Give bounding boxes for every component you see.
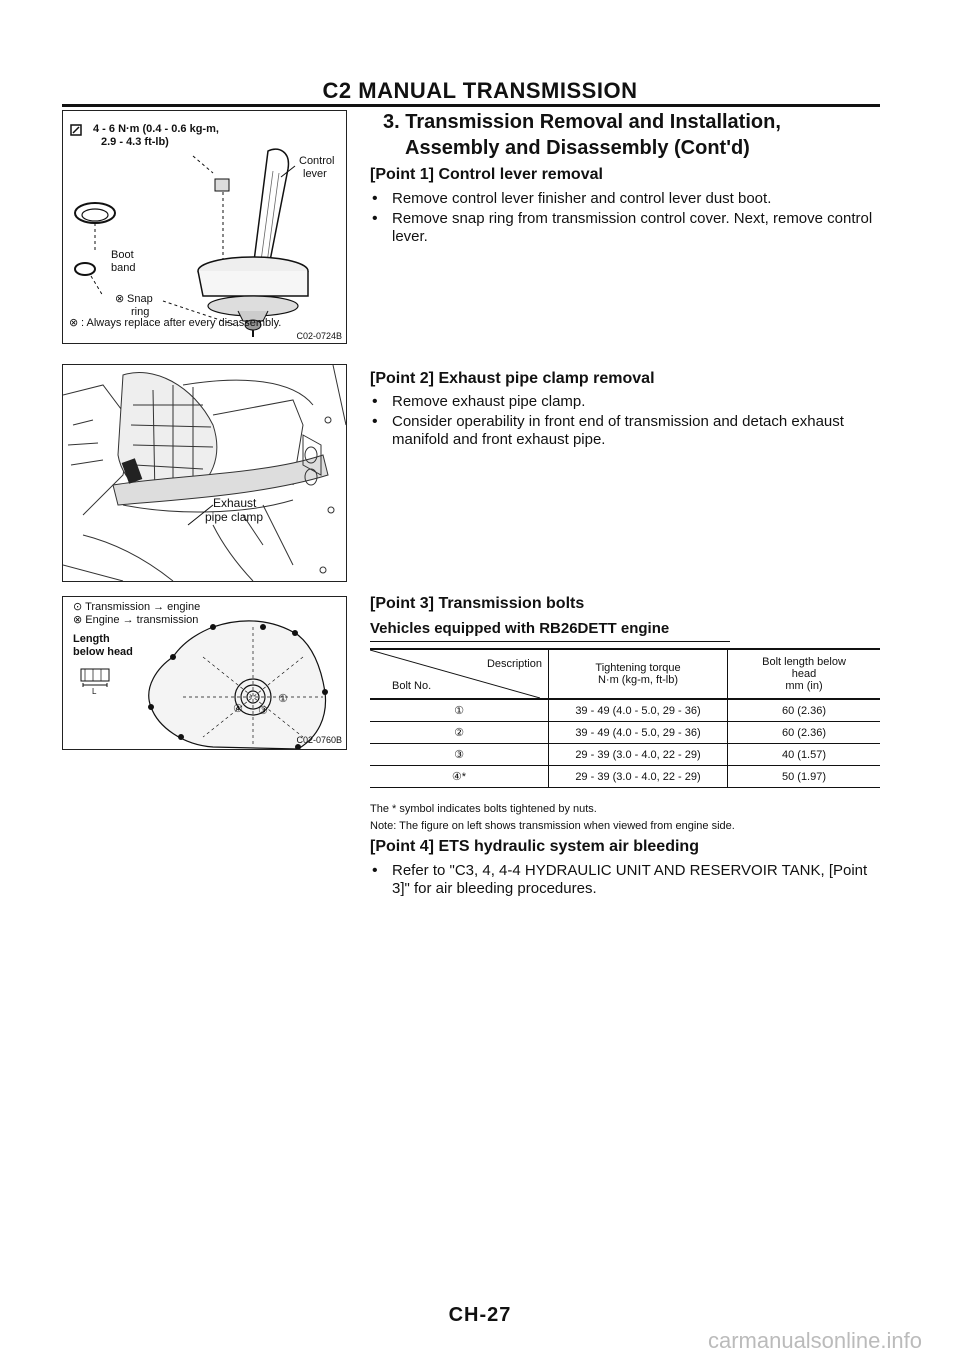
note-figure: Note: The figure on left shows transmission when viewed from engine side. [370, 820, 735, 832]
point2-list [370, 393, 882, 451]
exhaust-clamp-figure [62, 364, 347, 582]
bolt-number: ② [454, 727, 464, 739]
bolt-torque: 39 - 49 (4.0 - 5.0, 29 - 36) [549, 722, 728, 744]
bolt-number: ① [454, 705, 464, 717]
table-header-row [370, 649, 880, 699]
point4-title: [Point 4] ETS hydraulic system air bleeding [370, 838, 699, 855]
replace-icon: ⊗ [115, 293, 125, 305]
list-item: • Remove exhaust pipe clamp. [370, 393, 882, 411]
vehicles-underline [370, 641, 730, 642]
vehicles-heading: Vehicles equipped with RB26DETT engine [370, 620, 670, 637]
header-torque-line1: Tightening torque [595, 662, 681, 674]
list-item: • Consider operability in front end of transmission and detach exhaust manifold and front exhaust pipe. [370, 413, 882, 449]
point2-title: [Point 2] Exhaust pipe clamp removal [370, 370, 655, 387]
bolt-number: ③ [454, 749, 464, 761]
legend-engine-to-transmission: ⊗ Engine → transmission [73, 614, 199, 626]
table-row [370, 744, 880, 766]
note-nuts: The * symbol indicates bolts tightened by nuts. [370, 803, 597, 815]
header-length-line3: mm (in) [785, 680, 823, 692]
list-item: • Remove snap ring from transmission control cover. Next, remove control lever. [370, 210, 882, 246]
table-row [370, 766, 880, 788]
snap-label: Snap [127, 293, 153, 305]
lever-label: lever [303, 168, 327, 180]
legend1-text: Transmission → engine [85, 601, 201, 613]
control-label: Control [299, 155, 335, 167]
header-bolt-no: Bolt No. [392, 680, 432, 692]
point1-list [370, 190, 882, 248]
bolt-length: 60 (2.36) [728, 722, 881, 744]
header-length-line1: Bolt length below [762, 656, 846, 668]
bolt-number: ④* [451, 771, 467, 783]
exhaust-label: Exhaust [213, 496, 257, 510]
header-torque [549, 649, 728, 699]
ring-label: ring [131, 306, 150, 318]
band-label: band [111, 262, 136, 274]
bolt-layout-figure [62, 596, 347, 750]
point1-title: [Point 1] Control lever removal [370, 166, 603, 183]
torque-spec: 4 - 6 N·m (0.4 - 0.6 kg-m, [93, 123, 219, 135]
bolt-torque: 39 - 49 (4.0 - 5.0, 29 - 36) [549, 699, 728, 722]
replace-caption: : Always replace after every disassembly. [81, 317, 282, 329]
bolt-marker-4: ④ [233, 703, 243, 715]
legend2-text: Engine → transmission [85, 614, 199, 626]
figure-code: C02-0760B [296, 735, 342, 745]
watermark: carmanualsonline.info [707, 1328, 922, 1353]
point4-list [370, 862, 882, 900]
page-number: CH-27 [448, 1304, 512, 1326]
length-label: Length [73, 633, 110, 645]
bolt-length-marker: L [92, 687, 97, 696]
bolt-torque: 29 - 39 (3.0 - 4.0, 22 - 29) [549, 744, 728, 766]
bolt-table [370, 648, 880, 788]
description-cell [370, 649, 549, 699]
replace-icon: ⊗ [69, 317, 79, 329]
exhaust-clamp-drawing [63, 365, 346, 581]
header-torque-line2: N·m (kg-m, ft-lb) [597, 674, 679, 686]
bolt-marker-3: ③ [258, 705, 268, 717]
header-length [728, 649, 881, 699]
bolt-length: 60 (2.36) [728, 699, 881, 722]
bolt-torque: 29 - 39 (3.0 - 4.0, 22 - 29) [549, 766, 728, 788]
header-description: Description [486, 658, 542, 670]
control-lever-figure [62, 110, 347, 344]
header-length-line2: head [791, 668, 817, 680]
torque-spec-ftlb: 2.9 - 4.3 ft-lb) [101, 136, 169, 148]
list-item: • Refer to "C3, 4, 4-4 HYDRAULIC UNIT AND RESERVOIR TANK, [Point 3]" for air bleeding procedures. [370, 862, 882, 898]
list-item: • Remove control lever finisher and control lever dust boot. [370, 190, 882, 208]
point3-title: [Point 3] Transmission bolts [370, 595, 585, 612]
bolt-marker-1: ① [278, 693, 288, 705]
section-title: 3. Transmission Removal and Installation, [383, 111, 781, 133]
bolt-length: 50 (1.97) [728, 766, 881, 788]
pipe-clamp-label: pipe clamp [205, 510, 264, 524]
title-rule [62, 104, 880, 107]
below-head-label: below head [73, 646, 133, 658]
table-row [370, 722, 880, 744]
figure-code: C02-0724B [296, 331, 342, 341]
table-row [370, 699, 880, 722]
bolt-length: 40 (1.57) [728, 744, 881, 766]
legend-transmission-to-engine: ⊙ Transmission → engine [73, 601, 201, 613]
section-title-cont: Assembly and Disassembly (Cont'd) [405, 137, 750, 159]
boot-label: Boot [111, 249, 134, 261]
page-title: C2 MANUAL TRANSMISSION [322, 78, 638, 103]
